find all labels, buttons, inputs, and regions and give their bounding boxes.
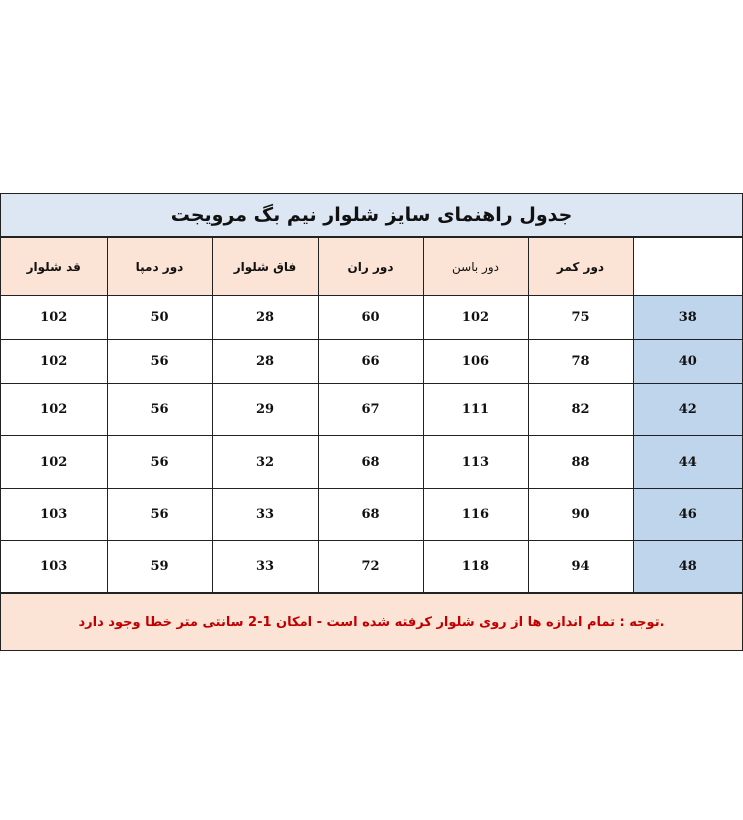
cell-size: 44 <box>633 436 742 489</box>
cell-rise: 32 <box>212 436 318 489</box>
cell-thigh: 67 <box>318 384 423 436</box>
cell-hem: 56 <box>107 489 212 541</box>
column-header-size <box>633 238 742 296</box>
column-header-waist: دور کمر <box>528 238 633 296</box>
cell-length: 102 <box>1 436 107 489</box>
cell-rise: 28 <box>212 340 318 384</box>
cell-size: 46 <box>633 489 742 541</box>
column-header-length: قد شلوار <box>1 238 107 296</box>
cell-length: 102 <box>1 340 107 384</box>
cell-rise: 33 <box>212 489 318 541</box>
cell-hem: 56 <box>107 384 212 436</box>
column-header-hem: دور دمپا <box>107 238 212 296</box>
cell-length: 103 <box>1 541 107 593</box>
cell-hip: 113 <box>423 436 528 489</box>
cell-hem: 56 <box>107 436 212 489</box>
column-header-rise: فاق شلوار <box>212 238 318 296</box>
measurement-note: .توجه : تمام اندازه ها از روی شلوار کرفته شده است - امکان 1-2 سانتی متر خطا وجود دارد <box>1 593 742 651</box>
table-row <box>1 296 742 340</box>
cell-rise: 33 <box>212 541 318 593</box>
table-row <box>1 436 742 489</box>
cell-hip: 118 <box>423 541 528 593</box>
header-row <box>1 238 742 296</box>
column-header-thigh: دور ران <box>318 238 423 296</box>
cell-hip: 102 <box>423 296 528 340</box>
cell-hip: 111 <box>423 384 528 436</box>
table-row <box>1 384 742 436</box>
cell-hip: 116 <box>423 489 528 541</box>
cell-waist: 82 <box>528 384 633 436</box>
cell-thigh: 68 <box>318 436 423 489</box>
cell-size: 40 <box>633 340 742 384</box>
cell-length: 103 <box>1 489 107 541</box>
cell-waist: 94 <box>528 541 633 593</box>
cell-waist: 78 <box>528 340 633 384</box>
cell-length: 102 <box>1 296 107 340</box>
cell-rise: 28 <box>212 296 318 340</box>
size-guide-table <box>0 193 743 651</box>
cell-thigh: 72 <box>318 541 423 593</box>
cell-size: 42 <box>633 384 742 436</box>
table-title: جدول راهنمای سایز شلوار نیم بگ مرویجت <box>1 193 742 237</box>
table-row <box>1 541 742 593</box>
cell-thigh: 60 <box>318 296 423 340</box>
cell-waist: 90 <box>528 489 633 541</box>
cell-hem: 56 <box>107 340 212 384</box>
cell-rise: 29 <box>212 384 318 436</box>
cell-waist: 88 <box>528 436 633 489</box>
table-row <box>1 489 742 541</box>
cell-size: 38 <box>633 296 742 340</box>
cell-hem: 50 <box>107 296 212 340</box>
cell-thigh: 66 <box>318 340 423 384</box>
cell-size: 48 <box>633 541 742 593</box>
cell-hem: 59 <box>107 541 212 593</box>
column-header-hip: دور باسن <box>423 238 528 296</box>
cell-hip: 106 <box>423 340 528 384</box>
size-table <box>1 237 742 593</box>
cell-length: 102 <box>1 384 107 436</box>
table-row <box>1 340 742 384</box>
cell-waist: 75 <box>528 296 633 340</box>
cell-thigh: 68 <box>318 489 423 541</box>
